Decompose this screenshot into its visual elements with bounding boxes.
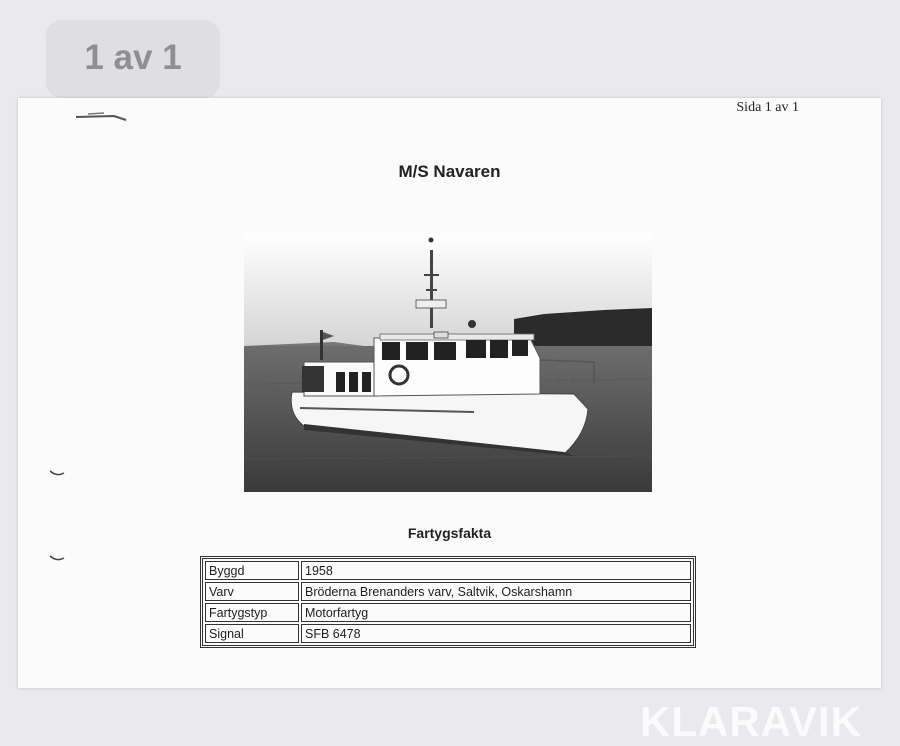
pen-mark-icon [74, 108, 134, 124]
table-row [205, 624, 691, 643]
table-row [205, 561, 691, 580]
facts-table [200, 556, 696, 648]
fact-key: Byggd [205, 561, 299, 580]
document-title: M/S Navaren [398, 162, 501, 181]
watermark: KLARAVIK [640, 698, 862, 745]
document-page [18, 98, 881, 745]
fact-key: Fartygstyp [205, 603, 299, 622]
boat-photo [244, 234, 652, 492]
punch-hole-mark [48, 468, 66, 478]
page-counter: 1 av 1 [46, 20, 220, 98]
fact-value: SFB 6478 [301, 624, 691, 643]
fact-value: Motorfartyg [301, 603, 691, 622]
table-row [205, 582, 691, 601]
page-label: Sida 1 av 1 [736, 100, 799, 115]
fact-value: 1958 [301, 561, 691, 580]
section-title: Fartygsfakta [407, 525, 492, 541]
fact-key: Varv [205, 582, 299, 601]
fact-key: Signal [205, 624, 299, 643]
table-row [205, 603, 691, 622]
fact-value: Bröderna Brenanders varv, Saltvik, Oskarshamn [301, 582, 691, 601]
punch-hole-mark [48, 553, 66, 563]
